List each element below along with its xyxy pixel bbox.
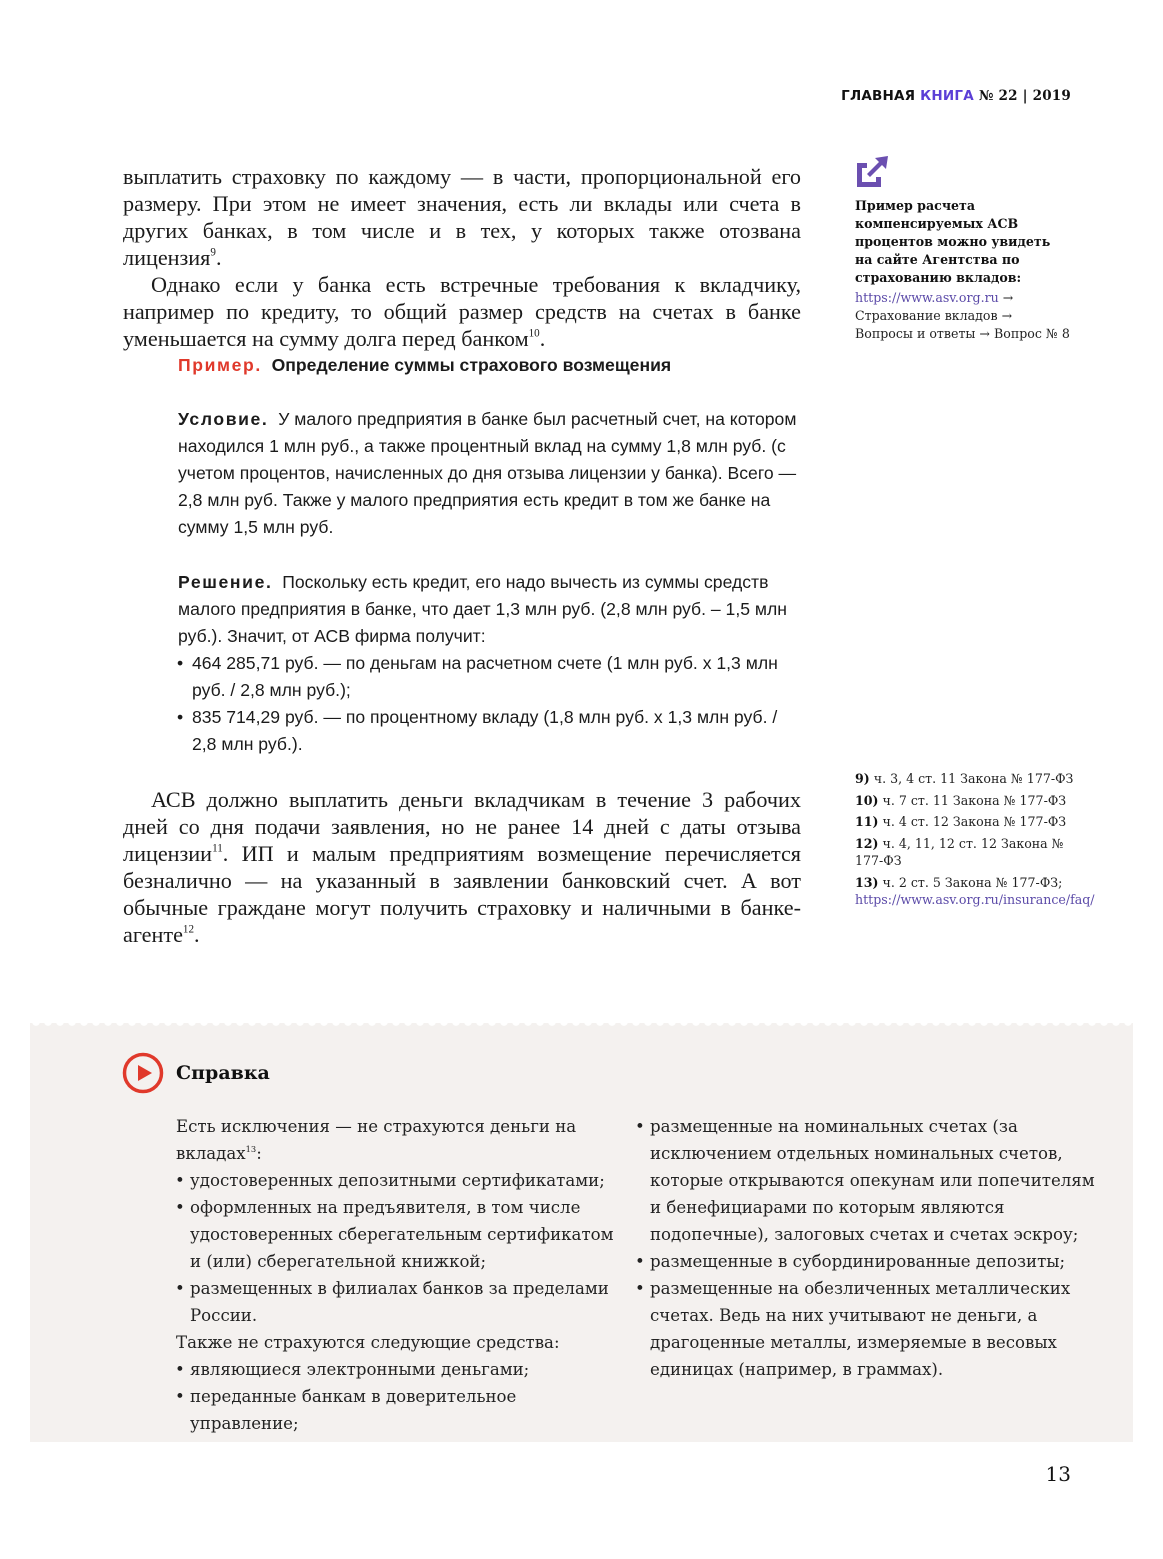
paragraph-text: . ИП и малым предприятиям возмещение перечисляется безналично — на указанный в заявлении банковский счет. А вот обычные граждане могут получить страховку и наличными в банке-агенте [123, 841, 801, 947]
list-item: • оформленных на предъявителя, в том числе удостоверенных сберегательным сертификатом и (или) сберегательной книжкой; [176, 1194, 626, 1275]
paragraph [123, 163, 801, 271]
navigation-path: → Страхование вкладов → Вопросы и ответы → Вопрос № 8 [855, 290, 1070, 341]
asv-link[interactable]: https://www.asv.org.ru [855, 290, 999, 305]
list-item: • являющиеся электронными деньгами; [176, 1356, 626, 1383]
example-solution [178, 569, 803, 758]
masthead [841, 88, 1071, 104]
page-number: 13 [1045, 1462, 1071, 1486]
footnote-ref[interactable]: 13 [245, 1143, 257, 1154]
footnote-text: ч. 4 ст. 12 Закона № 177-ФЗ [882, 814, 1067, 829]
list-item: • размещенные на номинальных счетах (за исключением отдельных номинальных счетов, которые открываются опекунам или попечителям и бенефициарами по которым являются подопечные), залоговых счетах и счетах эскроу; [636, 1113, 1106, 1248]
solution-text: Поскольку есть кредит, его надо вычесть из суммы средств малого предприятия в банке, что дает 1,3 млн руб. (2,8 млн руб. – 1,5 млн руб.). Значит, от АСВ фирма получит: [178, 572, 787, 646]
footnote [855, 835, 1075, 870]
footnote-number: 10) [855, 792, 879, 808]
paragraph-text: АСВ должно выплатить деньги вкладчикам в течение 3 рабочих дней со дня подачи заявления, но не ранее 14 дней с даты отзыва лицензии [123, 787, 801, 866]
sidenote-text: Пример расчета компенсируемых АСВ процентов можно увидеть на сайте Агентства по страхованию вкладов: [855, 198, 1051, 285]
reference-box-header [122, 1052, 270, 1094]
magazine-name-part1: ГЛАВНАЯ [841, 88, 916, 104]
paragraph-text: Однако если у банка есть встречные требования к вкладчику, например по кредиту, то общий размер средств на счетах в банке уменьшается на сумму долга перед банком [123, 272, 801, 351]
paragraph [123, 786, 801, 948]
sidenote-path [855, 289, 1070, 343]
faq-link[interactable]: https://www.asv.org.ru/insurance/faq/ [855, 892, 1095, 907]
sidenote [855, 155, 1070, 343]
footnote-ref[interactable]: 12 [182, 923, 195, 936]
play-circle-icon [122, 1052, 164, 1094]
wavy-border [30, 1022, 1133, 1028]
intro-text-body: Есть исключения — не страхуются деньги на вкладах [176, 1117, 577, 1163]
footnote-number: 12) [855, 835, 879, 851]
example-condition [178, 406, 803, 541]
condition-text: У малого предприятия в банке был расчетный счет, на котором находился 1 млн руб., а также процентный вклад на сумму 1,8 млн руб. (с учетом процентов, начисленных до дня отзыва лицензии у банка). Всего — 2,8 млн руб. Также у малого предприятия есть кредит в том же банке на сумму 1,5 млн руб. [178, 409, 797, 537]
exclusion-list [176, 1167, 626, 1329]
footnote-ref[interactable]: 10 [528, 327, 540, 340]
magazine-name-part2: КНИГА [920, 88, 974, 104]
list-item: • размещенных в филиалах банков за пределами России. [176, 1275, 626, 1329]
example-heading [178, 352, 803, 379]
list-item: • удостоверенных депозитными сертификатами; [176, 1167, 626, 1194]
list-item: • 464 285,71 руб. — по деньгам на расчетном счете (1 млн руб. х 1,3 млн руб. / 2,8 млн руб.); [178, 650, 803, 704]
issue-number: № 22 | 2019 [978, 88, 1071, 104]
paragraph-text: выплатить страховку по каждому — в части, пропорциональной его размеру. При этом не имеет значения, есть ли вклады или счета в других банках, в том числе и в тех, у которых также отозвана лицензия [123, 164, 801, 270]
example-block [178, 352, 803, 379]
body-paragraphs-top [123, 163, 801, 352]
list-item: • переданные банкам в доверительное управление; [176, 1383, 626, 1437]
list-item: • размещенные в субординированные депозиты; [636, 1248, 1106, 1275]
solution-list [178, 650, 803, 758]
reference-box [30, 1023, 1133, 1442]
reference-right-column [636, 1113, 1106, 1383]
reference-box-title: Справка [176, 1062, 270, 1084]
punctuation: : [256, 1144, 262, 1163]
solution-paragraph [178, 569, 803, 650]
footnote-number: 9) [855, 771, 870, 786]
reference-left-column [176, 1113, 626, 1437]
footnote-text: ч. 2 ст. 5 Закона № 177-ФЗ; [882, 874, 1063, 890]
footnote-number: 13) [855, 874, 879, 890]
condition-paragraph [178, 406, 803, 541]
example-label: Пример. [178, 355, 262, 375]
punctuation: . [194, 922, 200, 947]
intro-text [176, 1113, 626, 1167]
footnote [855, 792, 1075, 810]
condition-label: Условие. [178, 409, 269, 429]
footnote-text: ч. 4, 11, 12 ст. 12 Закона № 177-ФЗ [855, 835, 1064, 868]
footnote-ref[interactable]: 9 [210, 246, 216, 259]
footnote [855, 874, 1095, 909]
footnote-number: 11) [855, 814, 879, 829]
paragraph [123, 271, 801, 352]
external-link-arrow-icon [855, 155, 889, 189]
solution-label: Решение. [178, 572, 273, 592]
footnote [855, 770, 1075, 788]
footnote-text: ч. 3, 4 ст. 11 Закона № 177-ФЗ [873, 771, 1074, 786]
punctuation: . [215, 245, 222, 270]
body-paragraphs-bottom [123, 786, 801, 948]
exclusion-list-3 [636, 1113, 1106, 1383]
footnote [855, 813, 1075, 831]
intro-text-2: Также не страхуются следующие средства: [176, 1333, 560, 1352]
list-item: • размещенные на обезличенных металлических счетах. Ведь на них учитывают не деньги, а драгоценные металлы, измеряемые в весовых единицах (например, в граммах). [636, 1275, 1106, 1383]
punctuation: . [539, 326, 546, 351]
exclusion-list-2 [176, 1356, 626, 1437]
footnotes [855, 770, 1095, 913]
footnote-text: ч. 7 ст. 11 Закона № 177-ФЗ [882, 792, 1067, 808]
example-title: Определение суммы страхового возмещения [271, 355, 672, 375]
footnote-ref[interactable]: 11 [212, 842, 223, 855]
list-item: • 835 714,29 руб. — по процентному вкладу (1,8 млн руб. х 1,3 млн руб. / 2,8 млн руб.). [178, 704, 803, 758]
